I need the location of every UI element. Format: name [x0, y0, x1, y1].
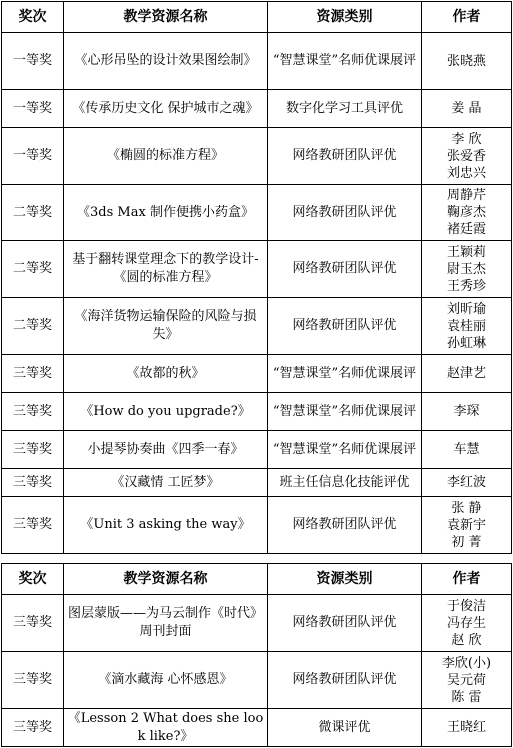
- table-row: [2, 128, 512, 185]
- author-name: 车慧: [453, 442, 480, 457]
- author-name: 张 静: [451, 500, 482, 516]
- category-cell: 班主任信息化技能评优: [268, 469, 422, 497]
- author-name: 李欣(小): [441, 655, 492, 671]
- award-cell: 三等奖: [2, 431, 64, 469]
- resource-name-cell: 《滴水藏海 心怀感恩》: [64, 652, 268, 709]
- resource-name-cell: 《汉藏情 工匠梦》: [64, 469, 268, 497]
- author-name: 王秀珍: [446, 278, 486, 294]
- table-row: [2, 185, 512, 241]
- table-row: [2, 497, 512, 554]
- award-cell: 二等奖: [2, 298, 64, 355]
- award-cell: 一等奖: [2, 128, 64, 185]
- header-category: 资源类别: [268, 564, 422, 595]
- author-name: 尉玉杰: [446, 261, 486, 277]
- author-cell: [422, 128, 512, 185]
- award-cell: 二等奖: [2, 185, 64, 241]
- header-resource-name: 教学资源名称: [64, 2, 268, 33]
- header-resource-name: 教学资源名称: [64, 564, 268, 595]
- resource-name-cell: 《3ds Max 制作便携小药盒》: [64, 185, 268, 241]
- author-name: 王晓红: [446, 720, 486, 735]
- author-cell: [422, 469, 512, 497]
- author-cell: [422, 652, 512, 709]
- author-name: 于俊洁: [446, 598, 486, 614]
- author-name: 陈 雷: [451, 689, 482, 705]
- author-name: 张爱香: [446, 148, 486, 164]
- resource-name-cell: 《椭圆的标准方程》: [64, 128, 268, 185]
- category-cell: 数字化学习工具评优: [268, 90, 422, 128]
- category-cell: 网络教研团队评优: [268, 241, 422, 298]
- award-cell: 三等奖: [2, 709, 64, 747]
- author-name: 张晓燕: [446, 53, 486, 69]
- header-row: [2, 564, 512, 595]
- table-row: [2, 469, 512, 497]
- author-cell: [422, 431, 512, 469]
- author-name: 褚廷霞: [446, 222, 486, 237]
- author-name: 周静芹: [446, 188, 486, 203]
- category-cell: 网络教研团队评优: [268, 298, 422, 355]
- resource-name-cell: 《Unit 3 asking the way》: [64, 497, 268, 554]
- header-category: 资源类别: [268, 2, 422, 33]
- table-row: [2, 33, 512, 90]
- table-row: [2, 393, 512, 431]
- award-cell: 一等奖: [2, 90, 64, 128]
- category-cell: “智慧课堂”名师优课展评: [268, 431, 422, 469]
- resource-name-cell: 《How do you upgrade?》: [64, 393, 268, 431]
- category-cell: 网络教研团队评优: [268, 185, 422, 241]
- awards-table-2: [1, 563, 512, 747]
- category-cell: 网络教研团队评优: [268, 128, 422, 185]
- award-cell: 三等奖: [2, 595, 64, 652]
- author-cell: [422, 298, 512, 355]
- author-name: 王颖莉: [446, 244, 486, 260]
- header-author: 作者: [422, 564, 512, 595]
- table-row: [2, 90, 512, 128]
- category-cell: 微课评优: [268, 709, 422, 747]
- award-cell: 二等奖: [2, 241, 64, 298]
- award-cell: 三等奖: [2, 393, 64, 431]
- table-row: [2, 298, 512, 355]
- category-cell: “智慧课堂”名师优课展评: [268, 33, 422, 90]
- header-author: 作者: [422, 2, 512, 33]
- author-name: 鞠彦杰: [446, 205, 486, 220]
- resource-name-cell: 《故都的秋》: [64, 355, 268, 393]
- table-row: [2, 241, 512, 298]
- author-name: 赵 欣: [451, 632, 482, 648]
- author-cell: [422, 241, 512, 298]
- author-name: 吴元荷: [446, 672, 486, 688]
- award-cell: 三等奖: [2, 355, 64, 393]
- resource-name-cell: 《心形吊坠的设计效果图绘制》: [64, 33, 268, 90]
- table-row: [2, 431, 512, 469]
- author-name: 姜 晶: [451, 101, 482, 116]
- award-cell: 一等奖: [2, 33, 64, 90]
- table-row: [2, 595, 512, 652]
- resource-name-cell: 小提琴协奏曲《四季一春》: [64, 431, 268, 469]
- author-cell: [422, 709, 512, 747]
- author-name: 李 欣: [451, 131, 482, 147]
- category-cell: 网络教研团队评优: [268, 497, 422, 554]
- author-cell: [422, 355, 512, 393]
- author-name: 袁桂丽: [446, 318, 486, 334]
- category-cell: “智慧课堂”名师优课展评: [268, 355, 422, 393]
- award-cell: 三等奖: [2, 652, 64, 709]
- author-cell: [422, 185, 512, 241]
- category-cell: 网络教研团队评优: [268, 595, 422, 652]
- resource-name-cell: 《传承历史文化 保护城市之魂》: [64, 90, 268, 128]
- header-award: 奖次: [2, 564, 64, 595]
- resource-name-cell: 基于翻转课堂理念下的教学设计-《圆的标准方程》: [64, 241, 268, 298]
- table-row: [2, 652, 512, 709]
- author-cell: [422, 497, 512, 554]
- author-name: 李琛: [453, 404, 480, 419]
- resource-name-cell: 《Lesson 2 What does she look like?》: [64, 709, 268, 747]
- author-cell: [422, 393, 512, 431]
- header-row: [2, 2, 512, 33]
- author-cell: [422, 595, 512, 652]
- category-cell: 网络教研团队评优: [268, 652, 422, 709]
- category-cell: “智慧课堂”名师优课展评: [268, 393, 422, 431]
- table-row: [2, 709, 512, 747]
- resource-name-cell: 《海洋货物运输保险的风险与损失》: [64, 298, 268, 355]
- author-cell: [422, 33, 512, 90]
- author-name: 刘昕瑜: [446, 301, 486, 317]
- resource-name-cell: 图层蒙版——为马云制作《时代》周刊封面: [64, 595, 268, 652]
- table-row: [2, 355, 512, 393]
- author-name: 初 菁: [451, 534, 482, 550]
- award-cell: 三等奖: [2, 469, 64, 497]
- author-name: 赵津艺: [446, 366, 486, 381]
- author-name: 冯存生: [446, 615, 486, 631]
- awards-table-1: [1, 1, 512, 554]
- author-name: 孙虹琳: [446, 335, 486, 351]
- author-name: 李红波: [446, 475, 486, 490]
- author-name: 刘忠兴: [446, 165, 486, 181]
- award-cell: 三等奖: [2, 497, 64, 554]
- author-cell: [422, 90, 512, 128]
- author-name: 袁新宇: [446, 517, 486, 533]
- header-award: 奖次: [2, 2, 64, 33]
